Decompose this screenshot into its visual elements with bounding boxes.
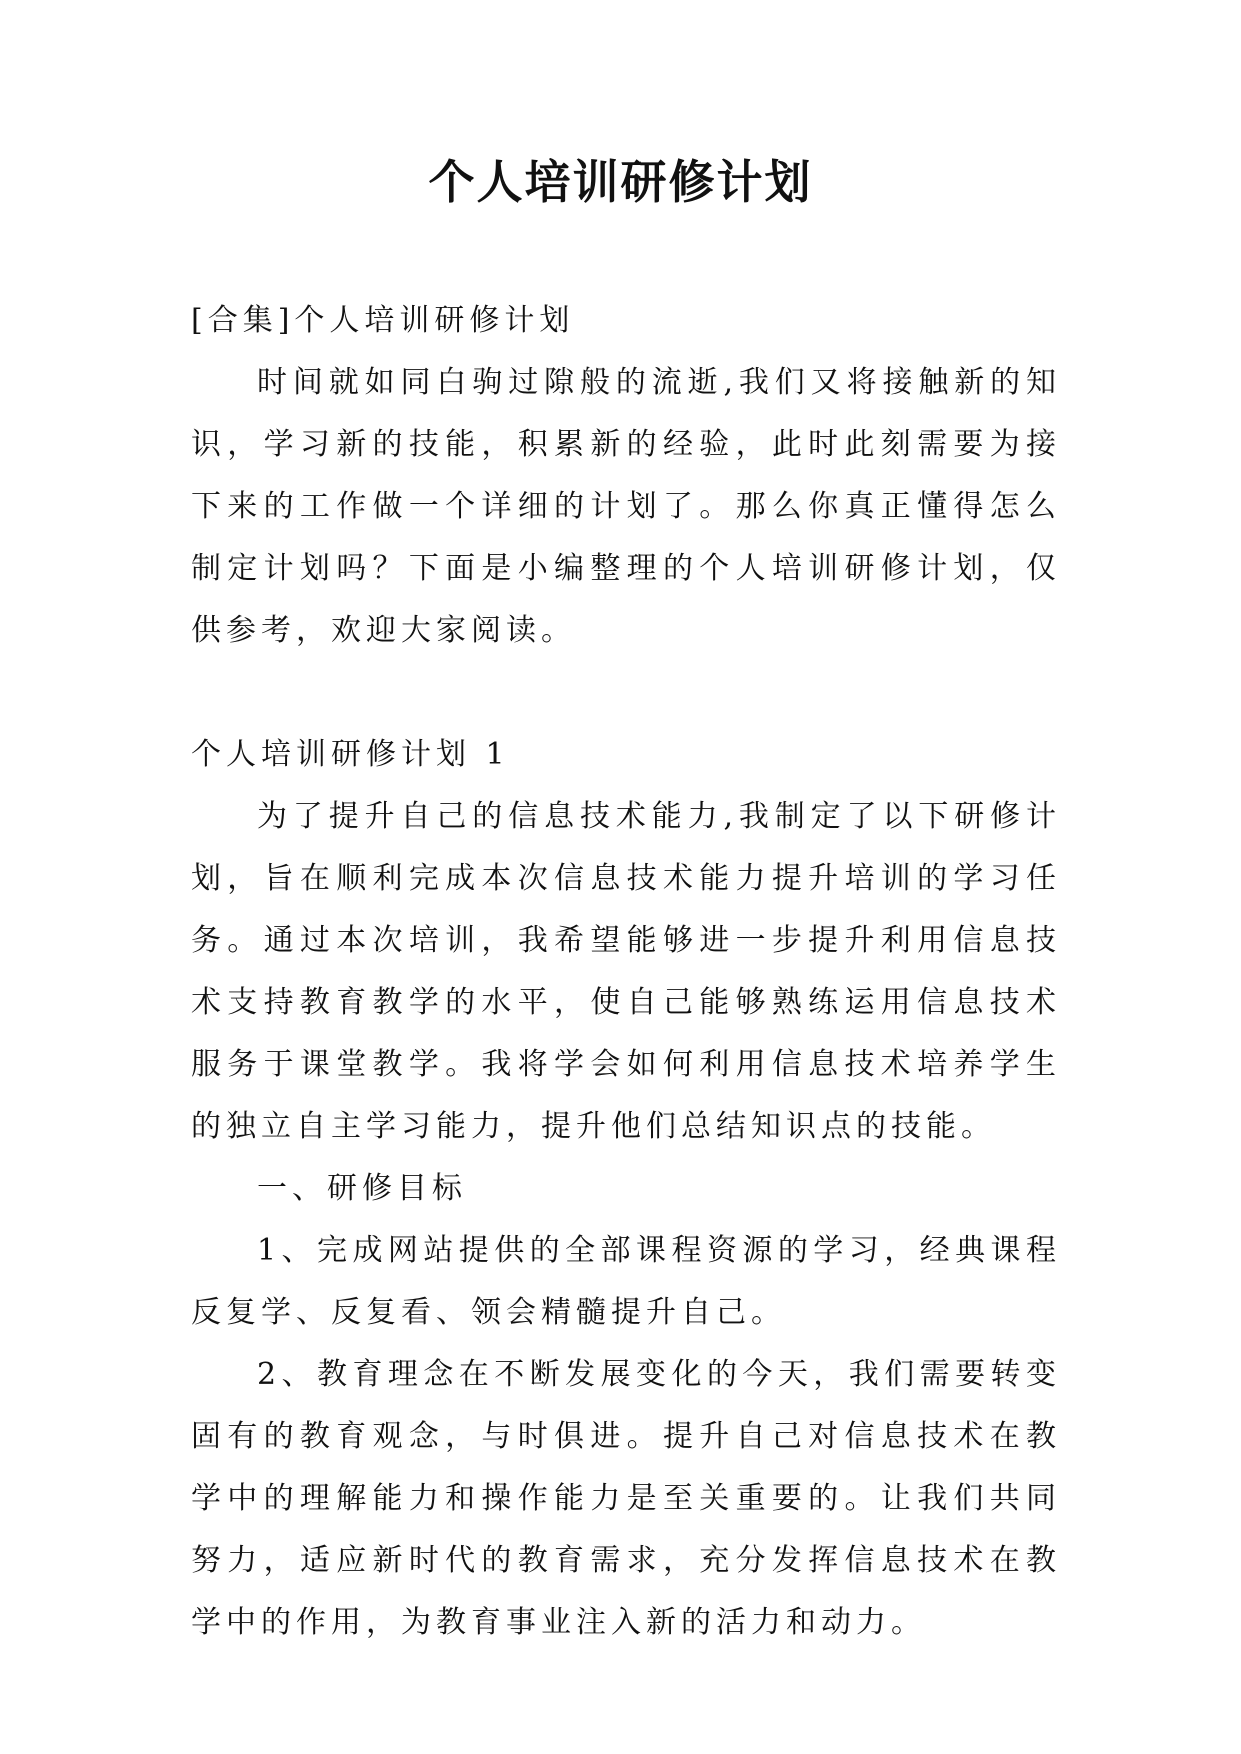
section-intro-paragraph: 为了提升自己的信息技术能力,我制定了以下研修计划，旨在顺利完成本次信息技术能力提升培训的学习任务。通过本次培训，我希望能够进一步提升利用信息技术支持教育教学的水平，使自己能够熟练运用信息技术服务于课堂教学。我将学会如何利用信息技术培养学生的独立自主学习能力，提升他们总结知识点的技能。 — [191, 799, 1061, 1144]
collection-subtitle: [合集]个人培训研修计划 — [191, 303, 575, 338]
intro-paragraph: 时间就如同白驹过隙般的流逝,我们又将接触新的知识，学习新的技能，积累新的经验，此时此刻需要为接下来的工作做一个详细的计划了。那么你真正懂得怎么制定计划吗？下面是小编整理的个人培训研修计划，仅供参考，欢迎大家阅读。 — [191, 365, 1061, 648]
goal-heading: 一、研修目标 — [257, 1171, 467, 1206]
document-body — [191, 290, 1061, 1654]
paragraph-gap — [191, 662, 1061, 724]
section-heading: 个人培训研修计划 1 — [191, 737, 510, 772]
goal-item-2: 2、教育理念在不断发展变化的今天，我们需要转变固有的教育观念，与时俱进。提升自己对信息技术在教学中的理解能力和操作能力是至关重要的。让我们共同努力，适应新时代的教育需求，充分发挥信息技术在教学中的作用，为教育事业注入新的活力和动力。 — [191, 1357, 1061, 1640]
document-title: 个人培训研修计划 — [428, 155, 813, 209]
goal-item-1: 1、完成网站提供的全部课程资源的学习，经典课程反复学、反复看、领会精髓提升自己。 — [191, 1233, 1061, 1330]
